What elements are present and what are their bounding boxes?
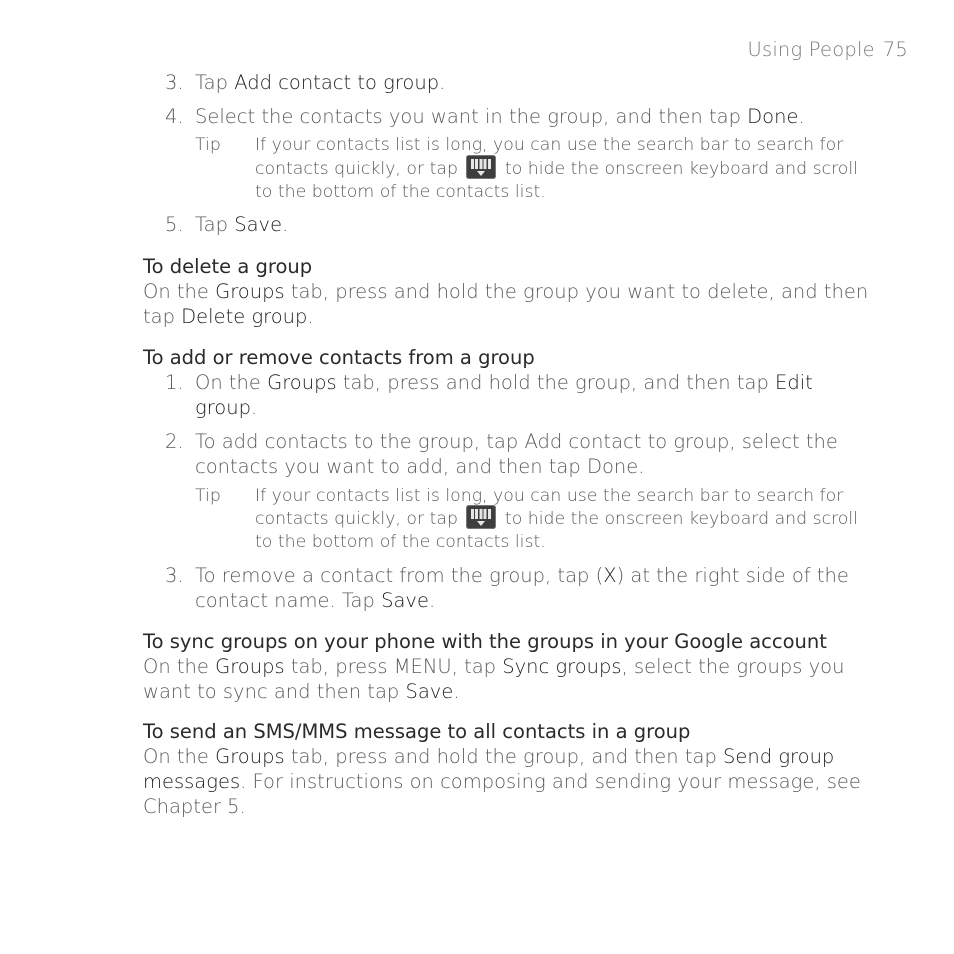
keyboard-hide-icon: [466, 505, 496, 529]
step-number: 1.: [165, 370, 184, 394]
tip-note: Tip If your contacts list is long, you can use the search bar to search for contacts quickly, or tap to hide the onscreen keyboard and scroll to the bottom of the contacts list.: [195, 135, 858, 202]
section-title: To send an SMS/MMS message to all contacts in a group: [143, 719, 691, 743]
page-header: [747, 38, 908, 61]
section-body: On the Groups tab, press and hold the group, and then tap Send group messages. For instructions on composing and sending your message, see Chapter 5.: [143, 744, 861, 818]
step-number: 3.: [165, 71, 184, 94]
section-send-sms: [143, 719, 878, 819]
section-title: To sync groups on your phone with the groups in your Google account: [143, 629, 827, 653]
tip-label: Tip: [195, 135, 221, 155]
page-number: 75: [882, 38, 908, 61]
section-title: To delete a group: [143, 254, 313, 278]
section-sync-groups: [143, 629, 878, 704]
step-select-contacts: 4. Select the contacts you want in the group, and then tap Done.: [165, 104, 805, 128]
chapter-title: Using People: [747, 38, 875, 61]
tip-note: Tip If your contacts list is long, you can use the search bar to search for contacts quickly, or tap to hide the onscreen keyboard and scroll to the bottom of the contacts list.: [195, 485, 858, 552]
keyboard-hide-icon: [466, 155, 496, 179]
section-add-remove-contacts: [143, 345, 878, 614]
section-body: On the Groups tab, press and hold the group you want to delete, and then tap Delete group.: [143, 279, 869, 328]
step-remove-contact: 3. To remove a contact from the group, tap (X) at the right side of the contact name. Tap Save.: [165, 563, 849, 612]
step-number: 4.: [165, 104, 184, 128]
section-body: On the Groups tab, press MENU, tap Sync groups, select the groups you want to sync and then tap Save.: [143, 654, 845, 703]
tip-label: Tip: [195, 485, 221, 506]
ui-term: Done: [747, 104, 799, 128]
step-number: 5.: [165, 213, 184, 236]
page-content: [143, 70, 878, 819]
step-number: 2.: [165, 429, 184, 453]
section-delete-group: [143, 254, 878, 329]
ui-term: Add contact to group: [234, 71, 440, 94]
ui-term: Save: [234, 213, 283, 236]
step-edit-group: 1. On the Groups tab, press and hold the group, and then tap Edit group.: [165, 370, 813, 419]
section-title: To add or remove contacts from a group: [143, 345, 535, 369]
step-add-contact: 3. Tap Add contact to group.: [165, 71, 446, 94]
step-number: 3.: [165, 563, 184, 587]
step-tap-save: 5. Tap Save.: [165, 213, 289, 236]
step-add-contacts: 2. To add contacts to the group, tap Add contact to group, select the contacts you want to add, and then tap Done.: [165, 429, 838, 478]
